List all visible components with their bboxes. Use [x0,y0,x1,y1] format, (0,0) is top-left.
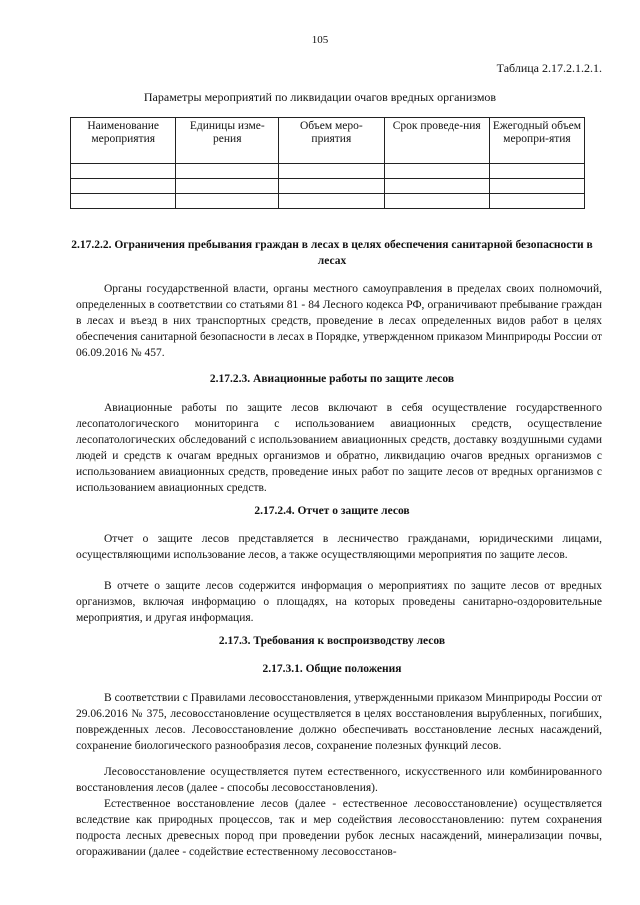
section-heading: 2.17.2.4. Отчет о защите лесов [254,505,410,517]
table-header-row [71,118,585,164]
table-cell [176,179,279,194]
table-cell [176,164,279,179]
paragraph: Естественное восстановление лесов (далее - естественное лесовосстановление) осуществляется вследствие как природных процессов, так и мер содействия лесовосстановлению: путем сохранения подроста лесных древесных пород при проведении рубок лесных насаждений, минерализации почвы, огораживании (далее - содействие естественному лесовосстанов- [76,798,602,858]
table-row [71,179,585,194]
table-row [71,164,585,179]
table-cell [384,164,489,179]
table-cell [489,194,584,209]
parameters-table [70,117,585,209]
table-cell [489,164,584,179]
page-number: 105 [311,34,329,46]
section-heading: 2.17.2.2. Ограничения пребывания граждан в лесах в целях обеспечения санитарной безопасности в лесах [71,239,593,267]
table-caption: Параметры мероприятий по ликвидации очагов вредных организмов [143,90,497,104]
paragraph: Отчет о защите лесов представляется в лесничество гражданами, юридическими лицами, осуществляющими использование лесов, а также осуществляющими мероприятия по защите лесов. [76,533,602,561]
table-label: Таблица 2.17.2.1.2.1. [496,61,602,75]
column-header: Ежегодный объем меропри-ятия [489,118,584,164]
paragraph: Авиационные работы по защите лесов включают в себя осуществление государственного лесопатологического мониторинга с использованием авиационных средств, осуществление лесопатологических обследований с использованием авиационных средств, доставку воздушными судами людей и средств к очагам вредных организмов и обратно, ликвидацию очагов вредных организмов с использованием авиационных средств, проведение иных работ по защите лесов от вредных организмов с использованием авиационных средств. [76,402,602,494]
section-heading: 2.17.3.1. Общие положения [262,663,402,675]
section-heading: 2.17.3. Требования к воспроизводству лесов [218,635,446,647]
table-cell [71,194,176,209]
paragraph: В отчете о защите лесов содержится информация о мероприятиях по защите лесов от вредных организмов, включая информацию о площадях, на которых проведены санитарно-оздоровительные мероприятия, и другая информация. [76,580,602,624]
table-cell [279,164,384,179]
table-cell [279,179,384,194]
paragraph: В соответствии с Правилами лесовосстановления, утвержденными приказом Минприроды России от 29.06.2016 № 375, лесовосстановление осуществляется в целях восстановления вырубленных, погибших, поврежденных лесов. Лесовосстановление должно обеспечивать восстановление лесных насаждений, сохранение биологического разнообразия лесов, сохранение полезных функций лесов. [76,692,602,752]
paragraph: Органы государственной власти, органы местного самоуправления в пределах своих полномочий, определенных в соответствии со статьями 81 - 84 Лесного кодекса РФ, ограничивают пребывание граждан в лесах и въезд в них транспортных средств, проведение в лесах определенных видов работ в целях обеспечения санитарной безопасности в лесах в Порядке, утвержденном приказом Минприроды России от 06.09.2016 № 457. [76,283,602,359]
column-header: Объем меро-приятия [279,118,384,164]
table-cell [71,179,176,194]
table-cell [384,179,489,194]
table-cell [384,194,489,209]
table-cell [279,194,384,209]
table-cell [176,194,279,209]
table-cell [489,179,584,194]
table-cell [71,164,176,179]
table-row [71,194,585,209]
section-heading: 2.17.2.3. Авиационные работы по защите лесов [209,373,455,385]
column-header: Срок проведе-ния [384,118,489,164]
column-header: Единицы изме-рения [176,118,279,164]
paragraph: Лесовосстановление осуществляется путем естественного, искусственного или комбинированного восстановления лесов (далее - способы лесовосстановления). [76,766,602,794]
column-header: Наименование мероприятия [71,118,176,164]
